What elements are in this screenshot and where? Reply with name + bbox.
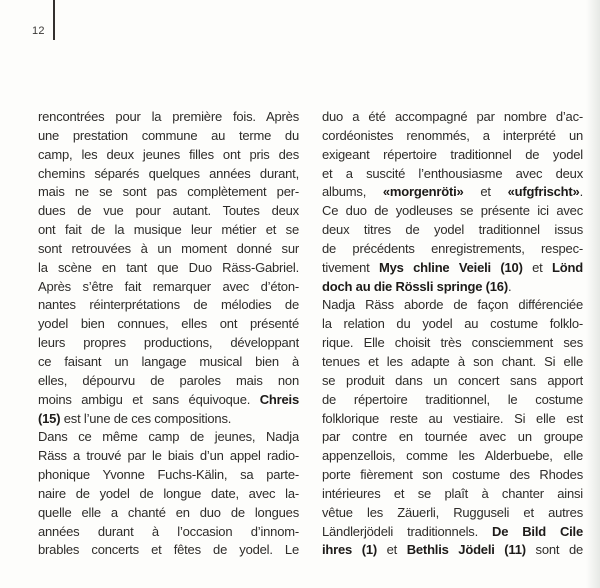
body-text: camp, les deux jeunes filles ont pris des: [38, 146, 299, 162]
emphasized-track-title: Chreis: [259, 391, 299, 407]
body-text: se produit dans un concert sans apport: [322, 372, 583, 388]
body-text: elles, dépourvu de paroles mais non: [38, 372, 299, 388]
text-line: [38, 183, 299, 202]
text-line: [322, 315, 583, 334]
body-text: mais ne se sont pas complètement per-: [38, 184, 299, 200]
text-line: [322, 523, 583, 542]
text-line: [322, 447, 583, 466]
body-text: quelle elle a chanté en duo de longues: [38, 504, 299, 520]
page-edge-shadow: [586, 0, 600, 588]
text-line: [322, 372, 583, 391]
text-line: [38, 315, 299, 334]
text-line: [322, 466, 583, 485]
body-text: vêtue les Zäuerli, Rugguseli et autres: [322, 504, 583, 520]
body-text: ce faisant un langage musical bien à: [38, 353, 299, 369]
body-text: et: [377, 542, 407, 558]
body-text: une prestation commune au terme du: [38, 127, 299, 143]
page-number-rule: [53, 0, 55, 40]
text-line: [322, 504, 583, 523]
text-line: [322, 146, 583, 165]
body-text: .: [507, 278, 512, 294]
body-text: intérieures et se plaît à chanter ainsi: [322, 485, 583, 501]
body-text: Nadja Räss aborde de façon différenciée: [322, 297, 583, 313]
body-text: années durant à l’occasion d’innom-: [38, 523, 299, 539]
body-text: nantes réinterprétations de mélodies de: [38, 297, 299, 313]
body-text: albums,: [322, 184, 383, 200]
text-line: [322, 428, 583, 447]
text-line: [322, 202, 583, 221]
text-line: [38, 372, 299, 391]
text-line: [322, 127, 583, 146]
emphasized-track-title: Mys chline Veieli (10): [378, 259, 523, 275]
emphasized-track-title: (15): [38, 410, 61, 426]
text-line: [38, 240, 299, 259]
text-line: [38, 221, 299, 240]
body-text: naire de yodel de longue date, avec la-: [38, 485, 299, 501]
body-text: ont fait de la musique leur métier et se: [38, 222, 299, 238]
body-text: la relation du yodel au costume folklo-: [322, 316, 583, 332]
text-line: [38, 278, 299, 297]
body-text: moins ambigu et sans équivoque.: [38, 391, 260, 407]
text-line: [38, 165, 299, 184]
text-line: [322, 541, 583, 560]
text-line: [38, 391, 299, 410]
body-text: cordéonistes renommés, a interprété un: [322, 127, 583, 143]
text-line: [322, 221, 583, 240]
body-text: appenzellois, comme les Alderbuebe, elle: [322, 448, 583, 464]
text-line: [38, 504, 299, 523]
body-text: dues de vue pour autant. Toutes deux: [38, 203, 299, 219]
text-line: [38, 108, 299, 127]
body-text: rique. Elle choisit très consciemment ses: [322, 335, 583, 351]
body-text: rencontrées pour la première fois. Après: [38, 109, 299, 124]
body-text: brables concerts et fêtes de yodel. Le: [38, 542, 299, 558]
text-line: [38, 410, 299, 429]
emphasized-track-title: De Bild Cile: [492, 523, 583, 539]
text-line: [322, 296, 583, 315]
body-text: tivement: [322, 259, 379, 275]
body-text: exigeant répertoire traditionnel de yodel: [322, 146, 583, 162]
emphasized-track-title: doch au die Rössli springe (16): [322, 278, 508, 294]
text-column-right: [322, 108, 583, 560]
body-text: tenues et les adapte à son chant. Si elle: [322, 353, 583, 369]
text-line: [322, 485, 583, 504]
text-line: [38, 296, 299, 315]
body-text: leurs propres productions, développant: [38, 335, 299, 351]
body-text: deux titres de yodel traditionnel issus: [322, 222, 583, 238]
emphasized-track-title: «morgenröti»: [382, 184, 464, 200]
body-text: folklorique reste au vestiaire. Si elle est: [322, 410, 583, 426]
text-line: [38, 259, 299, 278]
text-line: [322, 108, 583, 127]
text-line: [38, 523, 299, 542]
text-line: [322, 259, 583, 278]
page-number: 12: [32, 25, 45, 37]
emphasized-track-title: ihres (1): [322, 542, 377, 558]
emphasized-track-title: «ufgfrischt»: [507, 184, 580, 200]
text-column-left: [38, 108, 299, 560]
text-line: [322, 240, 583, 259]
body-text: .: [579, 184, 583, 200]
body-text: porte fièrement son costume des Rhodes: [322, 467, 583, 483]
body-text: est l’une de ces compositions.: [60, 410, 232, 426]
body-text: et: [522, 259, 553, 275]
body-text: par contre en tournée avec un groupe: [322, 429, 583, 445]
body-text: Ländlerjödeli traditionnels.: [322, 523, 493, 539]
body-text: Ce duo de yodleuses se présente ici avec: [322, 203, 583, 219]
text-line: [38, 353, 299, 372]
text-line: [38, 485, 299, 504]
text-line: [322, 353, 583, 372]
text-line: [38, 466, 299, 485]
text-line: [322, 391, 583, 410]
text-line: [38, 334, 299, 353]
text-line: [322, 410, 583, 429]
body-text: et a suscité l’enthousiasme avec deux: [322, 165, 583, 181]
body-text: yodel bien connues, elles ont présenté: [38, 316, 299, 332]
body-text: chemins séparés quelques années durant,: [38, 165, 299, 181]
body-text: duo a été accompagné par nombre d’ac-: [322, 109, 583, 124]
body-text: sont retrouvées à un moment donné sur: [38, 240, 299, 256]
body-text: sont de: [525, 542, 583, 558]
body-text: Dans ce même camp de jeunes, Nadja: [38, 429, 299, 445]
text-line: [38, 146, 299, 165]
emphasized-track-title: Bethlis Jödeli (11): [406, 542, 526, 558]
text-line: [38, 541, 299, 560]
text-line: [38, 127, 299, 146]
text-line: [322, 183, 583, 202]
text-line: [38, 447, 299, 466]
text-line: [322, 334, 583, 353]
body-text: et: [463, 184, 508, 200]
body-text: phonique Yvonne Fuchs-Kälin, sa parte-: [38, 467, 299, 483]
body-text: Räss a trouvé par le biais d’un appel radio-: [38, 448, 299, 464]
body-text: Après s’être fait remarquer avec d’éton-: [38, 278, 299, 294]
body-text: de répertoire traditionnel, le costume: [322, 391, 583, 407]
body-text: la scène en tant que Duo Räss-Gabriel.: [38, 259, 299, 275]
text-line: [38, 202, 299, 221]
text-line: [322, 278, 583, 297]
text-line: [38, 428, 299, 447]
body-text: de précédents enregistrements, respec-: [322, 240, 583, 256]
emphasized-track-title: Lönd: [552, 259, 583, 275]
text-line: [322, 165, 583, 184]
